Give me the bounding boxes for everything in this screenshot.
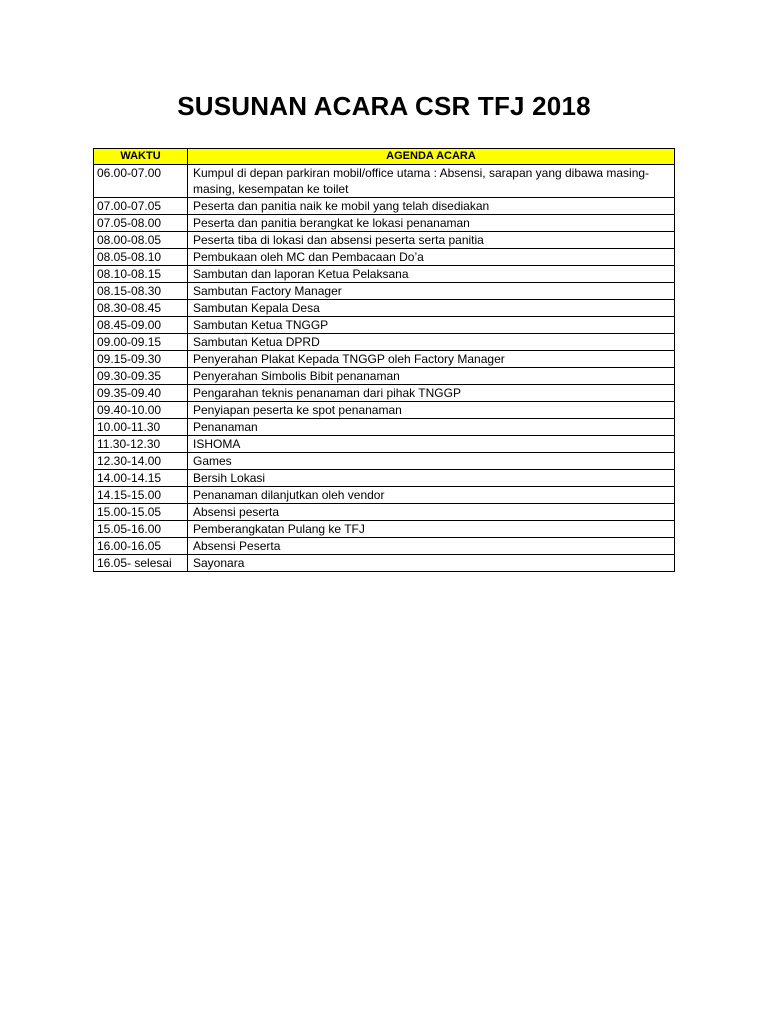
time-cell: 08.45-09.00 [94, 317, 188, 334]
schedule-table [93, 148, 675, 572]
time-cell: 08.30-08.45 [94, 300, 188, 317]
time-cell: 08.10-08.15 [94, 266, 188, 283]
table-row [94, 232, 675, 249]
schedule-body [94, 165, 675, 572]
agenda-cell: Penyiapan peserta ke spot penanaman [188, 402, 675, 419]
time-cell: 09.15-09.30 [94, 351, 188, 368]
table-row [94, 165, 675, 198]
time-cell: 09.30-09.35 [94, 368, 188, 385]
table-row [94, 249, 675, 266]
table-row [94, 300, 675, 317]
agenda-cell: Sambutan Ketua TNGGP [188, 317, 675, 334]
table-row [94, 385, 675, 402]
time-cell: 15.00-15.05 [94, 504, 188, 521]
agenda-cell: ISHOMA [188, 436, 675, 453]
agenda-cell: Sambutan Ketua DPRD [188, 334, 675, 351]
agenda-cell: Peserta dan panitia naik ke mobil yang telah disediakan [188, 198, 675, 215]
agenda-cell: Absensi peserta [188, 504, 675, 521]
time-cell: 11.30-12.30 [94, 436, 188, 453]
time-cell: 14.00-14.15 [94, 470, 188, 487]
agenda-cell: Games [188, 453, 675, 470]
table-row [94, 419, 675, 436]
agenda-cell: Penanaman [188, 419, 675, 436]
table-row [94, 453, 675, 470]
agenda-cell: Absensi Peserta [188, 538, 675, 555]
table-row [94, 198, 675, 215]
table-row [94, 283, 675, 300]
agenda-cell: Pengarahan teknis penanaman dari pihak TNGGP [188, 385, 675, 402]
table-row [94, 334, 675, 351]
table-row [94, 521, 675, 538]
time-cell: 09.00-09.15 [94, 334, 188, 351]
table-row [94, 266, 675, 283]
table-row [94, 436, 675, 453]
time-cell: 15.05-16.00 [94, 521, 188, 538]
time-cell: 08.05-08.10 [94, 249, 188, 266]
agenda-cell: Bersih Lokasi [188, 470, 675, 487]
agenda-cell: Penanaman dilanjutkan oleh vendor [188, 487, 675, 504]
agenda-cell: Peserta tiba di lokasi dan absensi peserta serta panitia [188, 232, 675, 249]
agenda-cell: Penyerahan Simbolis Bibit penanaman [188, 368, 675, 385]
time-cell: 06.00-07.00 [94, 165, 188, 198]
table-row [94, 538, 675, 555]
time-cell: 07.05-08.00 [94, 215, 188, 232]
agenda-cell: Peserta dan panitia berangkat ke lokasi penanaman [188, 215, 675, 232]
table-row [94, 487, 675, 504]
table-row [94, 470, 675, 487]
table-row [94, 504, 675, 521]
table-row [94, 555, 675, 572]
table-row [94, 368, 675, 385]
table-row [94, 351, 675, 368]
agenda-cell: Sayonara [188, 555, 675, 572]
time-cell: 16.05- selesai [94, 555, 188, 572]
time-cell: 08.15-08.30 [94, 283, 188, 300]
agenda-cell: Sambutan Kepala Desa [188, 300, 675, 317]
column-header-agenda: AGENDA ACARA [188, 149, 675, 165]
time-cell: 16.00-16.05 [94, 538, 188, 555]
table-row [94, 215, 675, 232]
agenda-cell: Kumpul di depan parkiran mobil/office utama : Absensi, sarapan yang dibawa masing-masing, kesempatan ke toilet [188, 165, 675, 198]
table-row [94, 402, 675, 419]
time-cell: 08.00-08.05 [94, 232, 188, 249]
agenda-cell: Penyerahan Plakat Kepada TNGGP oleh Factory Manager [188, 351, 675, 368]
page-title: SUSUNAN ACARA CSR TFJ 2018 [177, 91, 591, 121]
column-header-waktu: WAKTU [94, 149, 188, 165]
time-cell: 14.15-15.00 [94, 487, 188, 504]
time-cell: 09.35-09.40 [94, 385, 188, 402]
agenda-cell: Pembukaan oleh MC dan Pembacaan Do’a [188, 249, 675, 266]
time-cell: 12.30-14.00 [94, 453, 188, 470]
agenda-cell: Sambutan dan laporan Ketua Pelaksana [188, 266, 675, 283]
time-cell: 09.40-10.00 [94, 402, 188, 419]
table-row [94, 317, 675, 334]
time-cell: 10.00-11.30 [94, 419, 188, 436]
agenda-cell: Pemberangkatan Pulang ke TFJ [188, 521, 675, 538]
agenda-cell: Sambutan Factory Manager [188, 283, 675, 300]
time-cell: 07.00-07.05 [94, 198, 188, 215]
table-header-row [94, 149, 675, 165]
